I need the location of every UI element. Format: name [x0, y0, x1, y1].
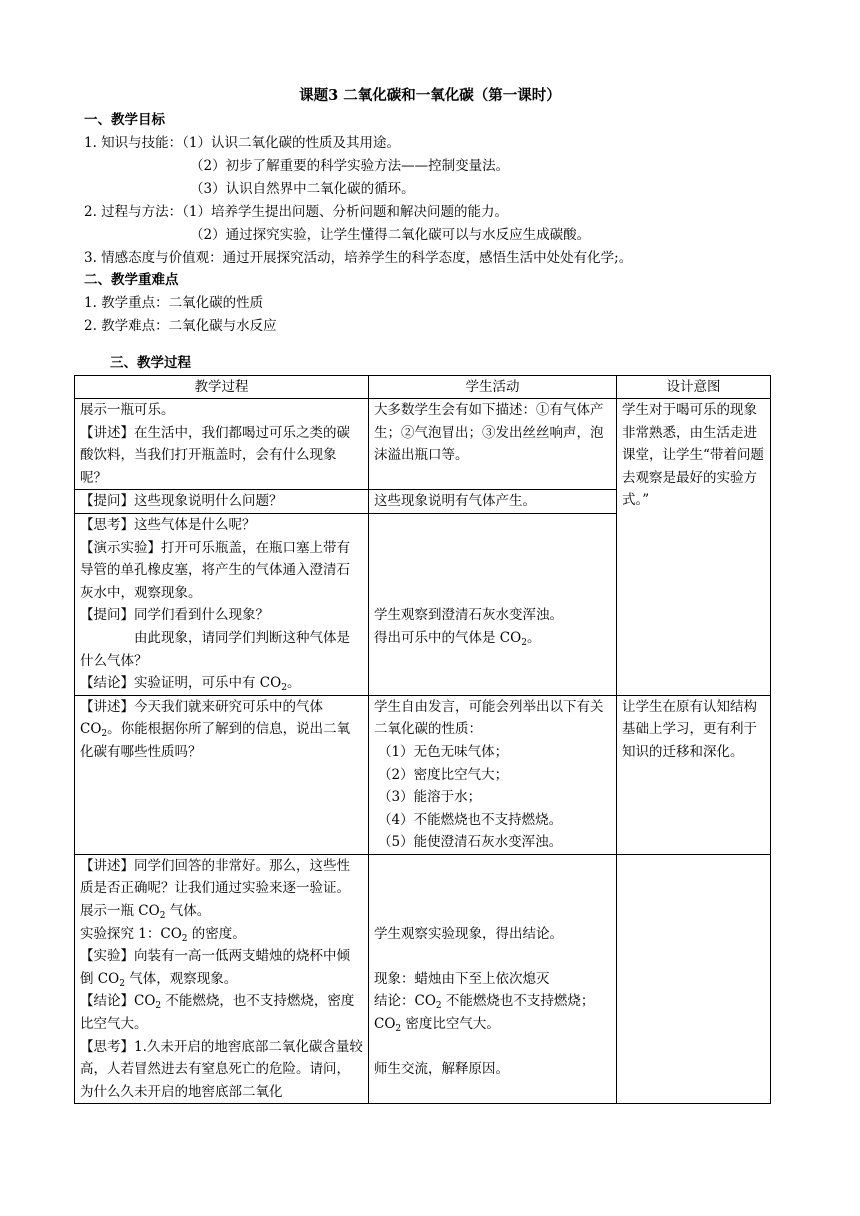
text-fragment: CO: [374, 1016, 396, 1033]
text-fragment: 【结论】实验证明，可乐中有 CO: [80, 675, 282, 692]
table-row: [75, 695, 771, 854]
intent-cell: [617, 399, 771, 696]
text-fragment: 密度比空气大。: [401, 1016, 500, 1033]
process-text: 【讲述】同学们回答的非常好。那么，这些性质是否正确呢？让我们通过实验来逐一验证。: [80, 857, 350, 897]
process-text: 【思考】1.久未开启的地窖底部二氧化碳含量较高，人若冒然进去有窒息死亡的危险。请问，为什么久未开启的地窖底部二氧化: [80, 1038, 363, 1100]
subscript: 2: [395, 1024, 402, 1035]
text-fragment: 的密度。: [187, 925, 246, 942]
process-text: 【思考】这些气体是什么呢？: [80, 516, 256, 533]
subscript: 2: [119, 978, 125, 989]
student-cell: [369, 490, 617, 514]
property-item: （4）不能燃烧也不支持燃烧。: [378, 811, 563, 828]
objective-line: （2）通过探究实验，让学生懂得二氧化碳可以与水反应生成碳酸。: [190, 227, 591, 243]
section-heading-process: 三、教学过程: [110, 355, 191, 371]
text-fragment: 得出可乐中的气体是 CO: [374, 629, 522, 646]
column-header: 学生活动: [369, 376, 617, 399]
process-text: 【提问】同学们看到什么现象？: [80, 607, 269, 624]
objective-line: 1. 知识与技能：（1）认识二氧化碳的性质及其用途。: [84, 135, 401, 151]
process-text: [80, 923, 363, 946]
student-cell: [369, 695, 617, 854]
subscript: 2: [521, 637, 527, 648]
text-fragment: 【讲述】今天我们就来研究可乐中的气体 CO: [80, 698, 323, 738]
property-item: （5）能使澄清石灰水变浑浊。: [378, 834, 563, 851]
student-text: 这些现象说明有气体产生。: [374, 493, 536, 510]
text-fragment: 。: [526, 629, 541, 646]
property-item: （3）能溶于水；: [378, 789, 482, 806]
student-text: [374, 990, 611, 1013]
text-fragment: 不能燃烧也不支持燃烧；: [441, 993, 595, 1010]
process-text: [80, 990, 363, 1035]
student-text: [374, 627, 611, 650]
student-text: 学生自由发言，可能会列举出以下有关二氧化碳的性质：: [374, 698, 604, 738]
subscript: 2: [181, 933, 188, 944]
process-cell: [75, 854, 369, 1104]
subscript: 2: [435, 1001, 442, 1012]
text-fragment: 不能燃烧，也不支持燃烧，密度比空气大。: [80, 993, 355, 1033]
intent-cell: [617, 695, 771, 854]
table-header-row: [75, 376, 771, 399]
objective-line: （3）认识自然界中二氧化碳的循环。: [190, 181, 415, 197]
process-cell: [75, 399, 369, 490]
text-fragment: 【结论】CO: [80, 993, 156, 1010]
process-text: [80, 672, 363, 695]
keypoint-line: 2. 教学难点：二氧化碳与水反应: [84, 318, 277, 334]
text-fragment: 结论：CO: [374, 993, 436, 1010]
intent-text: 让学生在原有认知结构基础上学习，更有利于知识的迁移和深化。: [622, 698, 757, 760]
property-item: （2）密度比空气大；: [378, 766, 509, 783]
process-text: 【演示实验】打开可乐瓶盖，在瓶口塞上带有导管的单孔橡皮塞，将产生的气体通入澄清石灰水中，观察现象。: [80, 539, 350, 601]
column-header: 教学过程: [75, 376, 369, 399]
table-row: [75, 399, 771, 490]
intent-cell: [617, 854, 771, 1104]
teaching-process-table: [74, 375, 771, 1104]
process-text: [80, 945, 363, 990]
student-text: 学生观察实验现象，得出结论。: [374, 925, 563, 942]
student-text: 学生观察到澄清石灰水变浑浊。: [374, 607, 563, 624]
section-heading-keypoints: 二、教学重难点: [84, 272, 179, 288]
subscript: 2: [101, 729, 108, 740]
process-cell: [75, 513, 369, 695]
text-fragment: 【实验】向装有一高一低两支蜡烛的烧杯中倾倒 CO: [80, 948, 350, 987]
process-text: 展示一瓶可乐。: [80, 402, 175, 418]
student-text: [374, 1013, 611, 1036]
table-row: [75, 854, 771, 1104]
process-text: 【讲述】在生活中，我们都喝过可乐之类的碳酸饮料，当我们打开瓶盖时，会有什么现象呢？: [80, 424, 350, 486]
student-cell: [369, 854, 617, 1104]
column-header: 设计意图: [617, 376, 771, 399]
process-text: [80, 696, 363, 764]
process-cell: [75, 490, 369, 514]
objective-line: 2. 过程与方法：（1）培养学生提出问题、分析问题和解决问题的能力。: [84, 204, 509, 220]
process-text: 由此现象，请同学们判断这种气体是什么气体？: [80, 629, 350, 669]
subscript: 2: [159, 911, 166, 922]
text-fragment: 展示一瓶 CO: [80, 903, 160, 920]
subscript: 2: [281, 683, 287, 694]
process-text: 【提问】这些现象说明什么问题？: [80, 493, 283, 510]
text-fragment: 气体，观察现象。: [124, 970, 238, 987]
section-heading-objectives: 一、教学目标: [84, 112, 165, 128]
student-cell: [369, 399, 617, 490]
intent-text: 学生对于喝可乐的现象非常熟悉，由生活走进课堂，让学生“带着问题去观察是最好的实验方式。”: [622, 402, 764, 509]
objective-line: 3. 情感态度与价值观：通过开展探究活动，培养学生的科学态度，感悟生活中处处有化学;。: [84, 250, 633, 266]
property-item: （1）无色无味气体；: [378, 743, 509, 760]
student-text: 师生交流，解释原因。: [374, 1061, 509, 1078]
keypoint-line: 1. 教学重点：二氧化碳的性质: [84, 295, 264, 311]
subscript: 2: [155, 1001, 162, 1012]
process-text: [80, 900, 363, 923]
student-text: 大多数学生会有如下描述：①有气体产生；②气泡冒出；③发出丝丝响声，泡沫溢出瓶口等。: [374, 402, 604, 464]
text-fragment: 。: [286, 675, 301, 692]
student-text: 现象：蜡烛由下至上依次熄灭: [374, 970, 550, 987]
text-fragment: 。你能根据你所了解到的信息，说出二氧化碳有哪些性质吗？: [80, 721, 351, 760]
process-cell: [75, 695, 369, 854]
objective-line: （2）初步了解重要的科学实验方法——控制变量法。: [190, 158, 510, 174]
student-cell: [369, 513, 617, 695]
page-title: 课题3 二氧化碳和一氧化碳（第一课时）: [299, 87, 561, 104]
text-fragment: 气体。: [165, 903, 211, 920]
text-fragment: 实验探究 1：CO: [80, 925, 182, 942]
